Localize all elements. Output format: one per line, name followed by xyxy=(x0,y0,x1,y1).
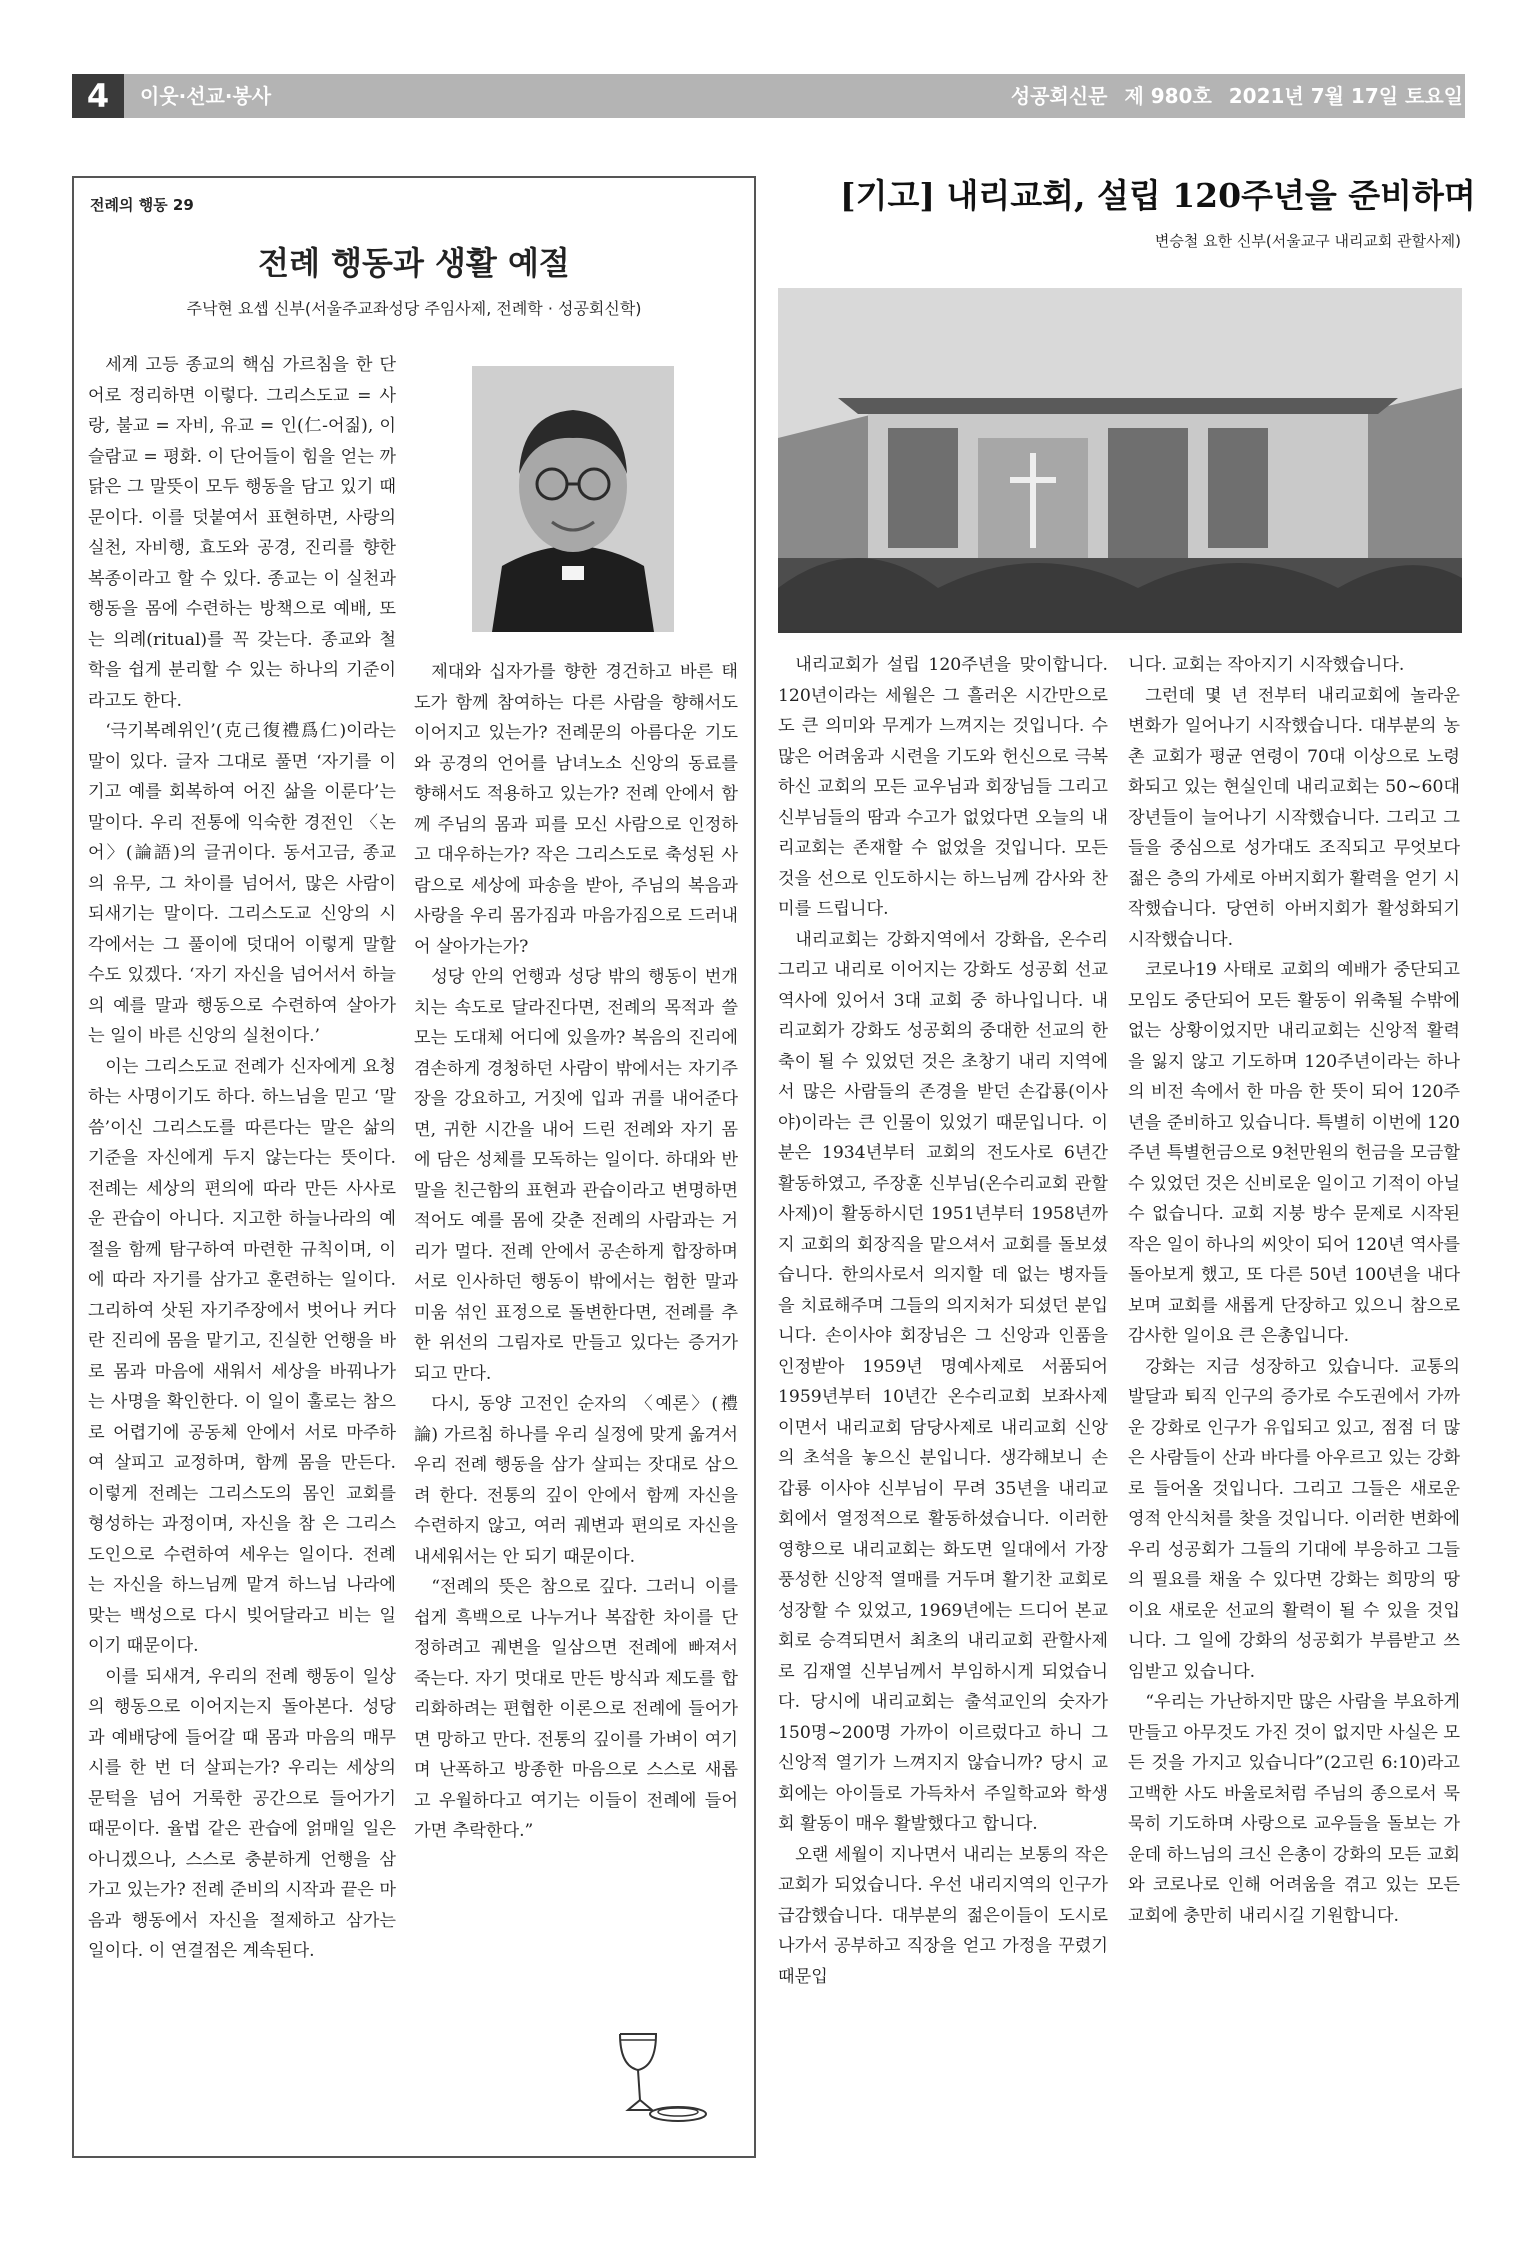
paragraph: “전례의 뜻은 참으로 깊다. 그러니 이를 쉽게 흑백으로 나누거나 복잡한 차이를 단정하려고 궤변을 일삼으면 전례에 빠져서 죽는다. 자기 멋대로 만든 방식과 제도를 합리화하려는 편협한 이론으로 전례에 들어가면 망하고 만다. 전통의 깊이를 가벼이 여기며 난폭하고 방종한 마음으로 스스로 새롭고 우월하다고 여기는 이들이 전례에 들어가면 추락한다.” xyxy=(414,1577,738,1841)
right-column-2 xyxy=(1128,650,1460,1931)
masthead xyxy=(1001,74,1463,118)
paragraph: 강화는 지금 성장하고 있습니다. 교통의 발달과 퇴직 인구의 증가로 수도권에서 가까운 강화로 인구가 유입되고 있고, 점점 더 많은 사람들이 산과 바다를 아우르고 있는 강화로 들어올 것입니다. 그리고 그들은 새로운 영적 안식처를 찾을 것입니다. 이러한 변화에 우리 성공회가 그들의 기대에 부응하고 그들의 필요를 채울 수 있다면 강화는 희망의 땅이요 새로운 선교의 활력이 될 수 있을 것입니다. 그 일에 강화의 성공회가 부름받고 쓰임받고 있습니다. xyxy=(1128,1356,1460,1682)
paragraph: 내리교회가 설립 120주년을 맞이합니다. 120년이라는 세월은 그 흘러온 시간만으로도 큰 의미와 무게가 느껴지는 것입니다. 수많은 어려움과 시련을 기도와 헌신으로 극복하신 교회의 모든 교우님과 회장님들 그리고 신부님들의 땀과 수고가 없었다면 오늘의 내리교회는 존재할 수 없었을 것입니다. 모든 것을 선으로 인도하시는 하느님께 감사와 찬미를 드립니다. xyxy=(778,655,1108,919)
paragraph: 이는 그리스도교 전례가 신자에게 요청하는 사명이기도 하다. 하느님을 믿고 ‘말씀’이신 그리스도를 따른다는 말은 삶의 기준을 자신에게 두지 않는다는 뜻이다. 전례는 세상의 편의에 따라 만든 사사로운 관습이 아니다. 지고한 하늘나라의 예절을 함께 탐구하여 마련한 규칙이며, 이에 따라 자기를 삼가고 훈련하는 일이다. 그리하여 삿된 자기주장에서 벗어나 커다란 진리에 몸을 맡기고, 진실한 언행을 바로 몸과 마음에 새워서 세상을 바꿔나가는 사명을 확인한다. 이 일이 훌로는 참으로 어렵기에 공동체 안에서 서로 마주하여 살피고 교정하며, 함께 몸을 만든다. 이렇게 전례는 그리스도의 몸인 교회를 형성하는 과정이며, 자신을 참 은 그리스도인으로 수련하여 세우는 일이다. 전례는 자신을 하느님께 맡겨 하느님 나라에 맞는 백성으로 다시 빚어달라고 비는 일이기 때문이다. xyxy=(88,1056,396,1656)
paragraph: 오랜 세월이 지나면서 내리는 보통의 작은 교회가 되었습니다. 우선 내리지역의 인구가 급감했습니다. 대부분의 젊은이들이 도시로 나가서 공부하고 직장을 얻고 가정을 꾸렸기 때문입 xyxy=(778,1844,1108,1987)
paragraph: 이를 되새겨, 우리의 전례 행동이 일상의 행동으로 이어지는지 돌아본다. 성당과 예배당에 들어갈 때 몸과 마음의 매무시를 한 번 더 살피는가? 우리는 세상의 문턱을 넘어 거룩한 공간으로 들어가기 때문이다. 율법 같은 관습에 얽매일 일은 아니겠으나, 스스로 충분하게 언행을 삼가고 있는가? 전례 준비의 시작과 끝은 마음과 행동에서 자신을 절제하고 삼가는 일이다. 이 연결점은 계속된다. xyxy=(88,1666,396,1961)
paragraph: ‘극기복례위인’(克己復禮爲仁)이라는 말이 있다. 글자 그대로 풀면 ‘자기를 이기고 예를 회복하여 어진 삶을 이룬다’는 말이다. 우리 전통에 익숙한 경전인 〈논어〉(論語)의 글귀이다. 동서고금, 종교의 유무, 그 차이를 넘어서, 많은 사람이 되새기는 말이다. 그리스도교 신앙의 시각에서는 그 풀이에 덧대어 이렇게 말할 수도 있겠다. ‘자기 자신을 넘어서서 하늘의 예를 말과 행동으로 수련하여 살아가는 일이 바른 신앙의 실천이다.’ xyxy=(88,721,396,1046)
paragraph: 성당 안의 언행과 성당 밖의 행동이 번개 치는 속도로 달라진다면, 전례의 목적과 쓸모는 도대체 어디에 있을까? 복음의 진리에 겸손하게 경청하던 사람이 밖에서는 자기주장을 강요하고, 거짓에 입과 귀를 내어준다면, 귀한 시간을 내어 드린 전례와 자기 몸에 담은 성체를 모독하는 일이다. 하대와 반말을 친근함의 표현과 관습이라고 변명하면 적어도 예를 몸에 갖춘 전례의 사람과는 거리가 멀다. 전례 안에서 공손하게 합장하며 서로 인사하던 행동이 밖에서는 험한 말과 미움 섞인 표정으로 돌변한다면, 전례를 추한 위선의 그림자로 만들고 있다는 증거가 되고 만다. xyxy=(414,967,738,1384)
right-column-1 xyxy=(778,650,1108,1992)
paragraph: 니다. 교회는 작아지기 시작했습니다. xyxy=(1128,655,1405,675)
left-column-2 xyxy=(414,657,738,1847)
paragraph: 그런데 몇 년 전부터 내리교회에 놀라운 변화가 일어나기 시작했습니다. 대부분의 농촌 교회가 평균 연령이 70대 이상으로 노령화되고 있는 현실인데 내리교회는 50~60대 장년들이 늘어나기 시작했습니다. 그리고 그들을 중심으로 성가대도 조직되고 무엇보다 젊은 층의 가세로 아버지회가 활력을 얻기 시작했습니다. 당연히 아버지회가 활성화되기 시작했습니다. xyxy=(1128,685,1460,950)
left-article-author: 주낙현 요셉 신부(서울주교좌성당 주임사제, 전례학 · 성공회신학) xyxy=(186,299,642,318)
paragraph: 다시, 동양 고전인 순자의 〈예론〉(禮論) 가르침 하나를 우리 실정에 맞게 옮겨서 우리 전례 행동을 삼가 살피는 잣대로 삼으려 한다. 전통의 깊이 안에서 함께 자신을 수련하지 않고, 여러 궤변과 편의로 자신을 내세워서는 안 되기 때문이다. xyxy=(414,1394,738,1567)
series-label: 전례의 행동 29 xyxy=(90,196,194,214)
left-column-1 xyxy=(88,350,396,1967)
paragraph: “우리는 가난하지만 많은 사람을 부요하게 만들고 아무것도 가진 것이 없지만 사실은 모든 것을 가지고 있습니다”(2고린 6:10)라고 고백한 사도 바울로처럼 주님의 종으로서 묵묵히 기도하며 사랑으로 교우들을 돌보는 가운데 하느님의 크신 은총이 강화의 모든 교회와 코로나로 인해 어려움을 겪고 있는 모든 교회에 충만히 내리시길 기원합니다. xyxy=(1128,1692,1460,1926)
paragraph: 세계 고등 종교의 핵심 가르침을 한 단어로 정리하면 이렇다. 그리스도교 = 사랑, 불교 = 자비, 유교 = 인(仁-어짊), 이슬람교 = 평화. 이 단어들이 힘을 얻는 까닭은 그 말뜻이 모두 행동을 담고 있기 때문이다. 이를 덧붙여서 표현하면, 사랑의 실천, 자비행, 효도와 공경, 진리를 향한 복종이라고 할 수 있다. 종교는 이 실천과 행동을 몸에 수련하는 방책으로 예배, 또는 의례(ritual)를 꼭 갖는다. 종교와 철학을 쉽게 분리할 수 있는 하나의 기준이라고도 한다. xyxy=(88,355,396,711)
right-article-author: 변승철 요한 신부(서울교구 내리교회 관할사제) xyxy=(1154,232,1461,250)
paragraph: 코로나19 사태로 교회의 예배가 중단되고 모임도 중단되어 모든 활동이 위축될 수밖에 없는 상황이었지만 내리교회는 신앙적 활력을 잃지 않고 기도하며 120주년이라는 하나의 비전 속에서 한 마음 한 뜻이 되어 120주년을 준비하고 있습니다. 특별히 이번에 120주년 특별헌금으로 9천만원의 헌금을 모금할 수 있었던 것은 신비로운 일이고 기적이 아닐 수 없습니다. 교회 지붕 방수 문제로 시작된 작은 일이 하나의 씨앗이 되어 120년 역사를 돌아보게 했고, 또 다른 50년 100년을 내다보며 교회를 새롭게 단장하고 있으니 참으로 감사한 일이요 큰 은총입니다. xyxy=(1128,960,1460,1346)
chalice-illustration xyxy=(600,2026,710,2126)
page-number: 4 xyxy=(72,74,124,118)
issue-number: 제 980호 xyxy=(1124,84,1212,108)
section-name: 이웃·선교·봉사 xyxy=(140,84,272,108)
right-article-title: [기고] 내리교회, 설립 120주년을 준비하며 xyxy=(840,176,1476,215)
author-portrait xyxy=(472,366,674,632)
church-photo xyxy=(778,288,1462,633)
paragraph: 제대와 십자가를 향한 경건하고 바른 태도가 함께 참여하는 다른 사람을 향해서도 이어지고 있는가? 전례문의 아름다운 기도와 공경의 언어를 남녀노소 신앙의 동료를 향해서도 적용하고 있는가? 전례 안에서 함께 주님의 몸과 피를 모신 사람으로 인정하고 대우하는가? 작은 그리스도로 축성된 사람으로 세상에 파송을 받아, 주님의 복음과 사랑을 우리 몸가짐과 마음가짐으로 드러내어 살아가는가? xyxy=(414,662,738,957)
paper-name: 성공회신문 xyxy=(1010,84,1108,108)
paragraph: 내리교회는 강화지역에서 강화읍, 온수리 그리고 내리로 이어지는 강화도 성공회 선교 역사에 있어서 3대 교회 중 하나입니다. 내리교회가 강화도 성공회의 중대한 선교의 한 축이 될 수 있었던 것은 초창기 내리 지역에서 많은 사람들의 존경을 받던 손갑룡(이사야)이라는 큰 인물이 있었기 때문입니다. 이분은 1934년부터 교회의 전도사로 6년간 활동하였고, 주장훈 신부님(온수리교회 관할사제)이 활동하시던 1951년부터 1958년까지 교회의 회장직을 맡으셔서 교회를 돌보셨습니다. 한의사로서 의지할 데 없는 병자들을 치료해주며 그들의 의지처가 되셨던 분입니다. 손이사야 회장님은 그 신앙과 인품을 인정받아 1959년 명예사제로 서품되어 1959년부터 10년간 온수리교회 보좌사제이면서 내리교회 담당사제로 내리교회 신앙의 초석을 놓으신 분입니다. 생각해보니 손갑룡 이사야 신부님이 무려 35년을 내리교회에서 열정적으로 활동하셨습니다. 이러한 영향으로 내리교회는 화도면 일대에서 가장 풍성한 신앙적 열매를 거두며 활기찬 교회로 성장할 수 있었고, 1969년에는 드디어 본교회로 승격되면서 최초의 내리교회 관할사제로 김재열 신부님께서 부임하시게 되었습니다. 당시에 내리교회는 출석교인의 숫자가 150명~200명 가까이 이르렀다고 하니 그 신앙적 열기가 느껴지지 않습니까? 당시 교회에는 아이들로 가득차서 주일학교와 학생회 활동이 매우 활발했다고 합니다. xyxy=(778,929,1108,1834)
left-article-title: 전례 행동과 생활 예절 xyxy=(258,244,570,282)
issue-date: 2021년 7월 17일 토요일 xyxy=(1228,84,1463,108)
